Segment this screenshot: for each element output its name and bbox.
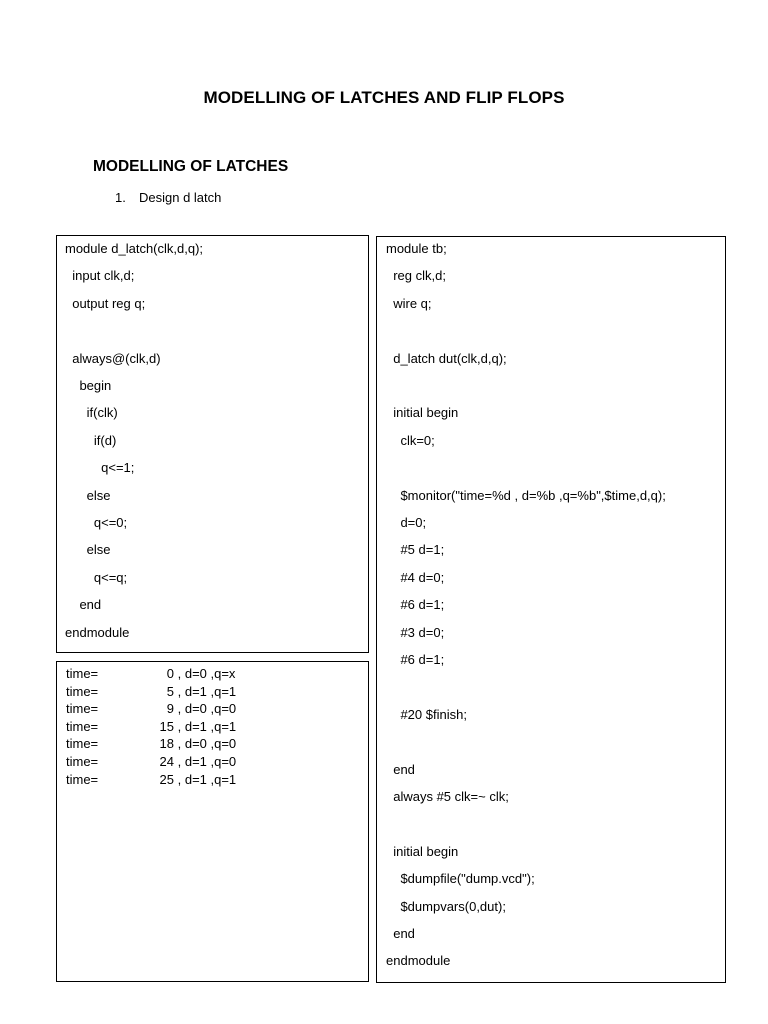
output-signal-values: , d=1 ,q=1 — [174, 771, 237, 787]
output-row — [66, 701, 356, 717]
section-heading: MODELLING OF LATCHES — [93, 158, 289, 175]
testbench-code-line: #4 d=0; — [386, 569, 445, 585]
output-time-value: 25 — [159, 771, 174, 787]
numbered-list-item — [115, 190, 221, 205]
module-code-line: output reg q; — [65, 295, 146, 311]
testbench-code-line: #3 d=0; — [386, 624, 445, 640]
testbench-code-line: #6 d=1; — [386, 652, 445, 667]
testbench-code-line: reg clk,d; — [386, 268, 446, 284]
output-row — [66, 684, 356, 700]
module-code-line: module d_latch(clk,d,q); — [65, 241, 204, 256]
module-code-line: input clk,d; — [65, 268, 135, 284]
module-code-line: q<=1; — [65, 460, 135, 476]
list-item-text: Design d latch — [139, 190, 222, 205]
output-row — [66, 772, 356, 788]
module-code-box — [56, 235, 369, 653]
output-row — [66, 719, 356, 735]
testbench-code-line: initial begin — [386, 405, 459, 421]
output-time-label: time= — [66, 701, 99, 717]
testbench-code-line: clk=0; — [386, 432, 435, 448]
module-code-line: else — [65, 542, 111, 558]
output-time-value: 24 — [159, 754, 174, 769]
testbench-code-line: $dumpfile("dump.vcd"); — [386, 871, 535, 887]
module-code-line: always@(clk,d) — [65, 350, 161, 366]
module-code-line: begin — [65, 378, 112, 393]
output-signal-values: , d=1 ,q=1 — [174, 718, 237, 734]
simulation-output-box — [56, 661, 369, 982]
testbench-code-line: #20 $finish; — [386, 706, 467, 722]
testbench-code-line: wire q; — [386, 295, 432, 311]
output-time-value: 5 — [166, 683, 174, 699]
testbench-code-line: end — [386, 761, 415, 777]
module-code-line: q<=0; — [65, 515, 128, 530]
module-code-line: else — [65, 487, 111, 503]
output-time-label: time= — [66, 666, 99, 681]
output-time-label: time= — [66, 718, 99, 734]
testbench-code-line: d_latch dut(clk,d,q); — [386, 350, 507, 366]
testbench-code-line: $monitor("time=%d , d=%b ,q=%b",$time,d,q); — [386, 487, 666, 503]
testbench-code-line: module tb; — [386, 241, 447, 256]
testbench-code-line: end — [386, 926, 415, 941]
output-time-label: time= — [66, 754, 99, 769]
output-time-value: 0 — [166, 666, 174, 681]
output-signal-values: , d=1 ,q=1 — [174, 683, 237, 699]
module-code-line: if(d) — [65, 432, 117, 448]
testbench-code-line: endmodule — [386, 953, 451, 969]
output-time-label: time= — [66, 736, 99, 752]
output-time-value: 9 — [166, 701, 174, 717]
testbench-code-line: initial begin — [386, 843, 459, 859]
output-signal-values: , d=1 ,q=0 — [174, 754, 237, 769]
output-row — [66, 754, 356, 770]
testbench-code-line: always #5 clk=~ clk; — [386, 789, 509, 804]
module-code-line: endmodule — [65, 624, 130, 640]
output-time-value: 18 — [159, 736, 174, 752]
testbench-code-line: d=0; — [386, 515, 427, 530]
output-time-value: 15 — [159, 718, 174, 734]
testbench-code-line: #6 d=1; — [386, 597, 445, 613]
list-item-number: 1. — [115, 190, 126, 205]
testbench-code-line: #5 d=1; — [386, 542, 445, 558]
testbench-code-line: $dumpvars(0,dut); — [386, 898, 506, 914]
module-code-line: q<=q; — [65, 569, 128, 585]
output-row — [66, 736, 356, 752]
output-signal-values: , d=0 ,q=x — [174, 666, 236, 681]
testbench-code-box — [376, 236, 726, 983]
output-time-label: time= — [66, 683, 99, 699]
output-time-label: time= — [66, 771, 99, 787]
output-signal-values: , d=0 ,q=0 — [174, 736, 237, 752]
page-title: MODELLING OF LATCHES AND FLIP FLOPS — [203, 88, 565, 107]
output-row — [66, 666, 356, 682]
output-signal-values: , d=0 ,q=0 — [174, 701, 237, 717]
module-code-line: end — [65, 597, 102, 613]
module-code-line: if(clk) — [65, 405, 118, 421]
